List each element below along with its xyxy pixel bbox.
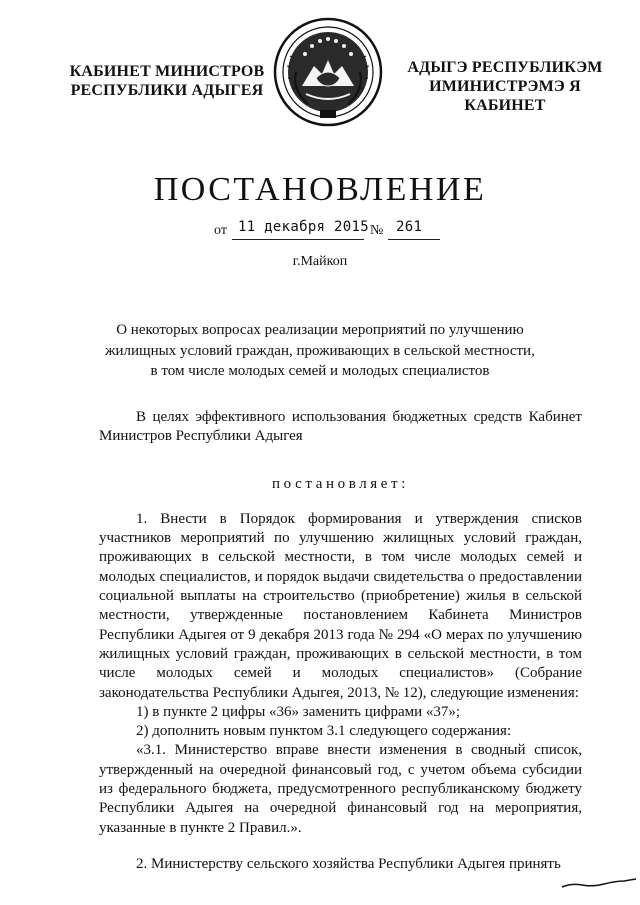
number-label: №	[370, 223, 384, 238]
date-underline	[232, 239, 364, 240]
scan-artifact	[560, 878, 638, 890]
item-1-quote: «3.1. Министерство вправе внести изменения в сводный список, утвержденный на очередной финансовый год, с учетом объема субсидии из федерального бюджета, предусмотренного республиканскому бюджету Республики Адыгея на очередной финансовый год на мероприятия, указанные в пункте 2 Правил.».	[99, 742, 582, 836]
issuer-line: КАБИНЕТ МИНИСТРОВ	[69, 63, 265, 80]
document-type-title: ПОСТАНОВЛЕНИЕ	[153, 171, 487, 208]
issuer-name-adyghe	[392, 58, 618, 115]
decree-word: постановляет:	[272, 475, 409, 492]
number-value: 261	[396, 219, 423, 235]
item-1: 1. Внести в Порядок формирования и утверждения списков участников мероприятий по улучшению жилищных условий граждан, проживающих в сельской местности, в том числе молодых семей и молодых специалистов, и порядок выдачи свидетельства о предоставлении социальной выплаты на строительство (приобретение) жилья в сельской местности, утвержденные постановлением Кабинета Министров Республики Адыгея от 9 декабря 2013 года № 294 «О мерах по улучшению жилищных условий граждан, проживающих в сельской местности, в том числе молодых семей и молодых специалистов» (Собрание законодательства Республики Адыгея, 2013, № 12), следующие изменения:	[99, 510, 582, 701]
date-value: 11 декабря 2015	[238, 219, 369, 235]
coat-of-arms-icon	[272, 16, 384, 128]
document-subject: О некоторых вопросах реализации мероприятий по улучшению жилищных условий граждан, проживающих в сельской местности, в том числе молодых семей и молодых специалистов	[105, 322, 535, 379]
issuer-line: АДЫГЭ РЕСПУБЛИКЭМ	[407, 59, 603, 76]
item-2: 2. Министерству сельского хозяйства Республики Адыгея принять	[136, 855, 561, 872]
city: г.Майкоп	[292, 254, 348, 269]
from-label: от	[214, 223, 227, 238]
number-underline	[388, 239, 440, 240]
issuer-line: ИМИНИСТРЭМЭ Я КАБИНЕТ	[429, 78, 581, 114]
date-number-line	[212, 220, 452, 242]
item-1-subitem-1: 1) в пункте 2 цифры «36» заменить цифрами «37»;	[136, 703, 461, 720]
issuer-name-russian	[66, 62, 268, 100]
item-1-subitem-2: 2) дополнить новым пунктом 3.1 следующего содержания:	[136, 723, 512, 740]
document-body	[99, 408, 582, 874]
preamble: В целях эффективного использования бюджетных средств Кабинет Министров Республики Адыгея	[99, 409, 582, 445]
issuer-line: РЕСПУБЛИКИ АДЫГЕЯ	[70, 82, 264, 99]
